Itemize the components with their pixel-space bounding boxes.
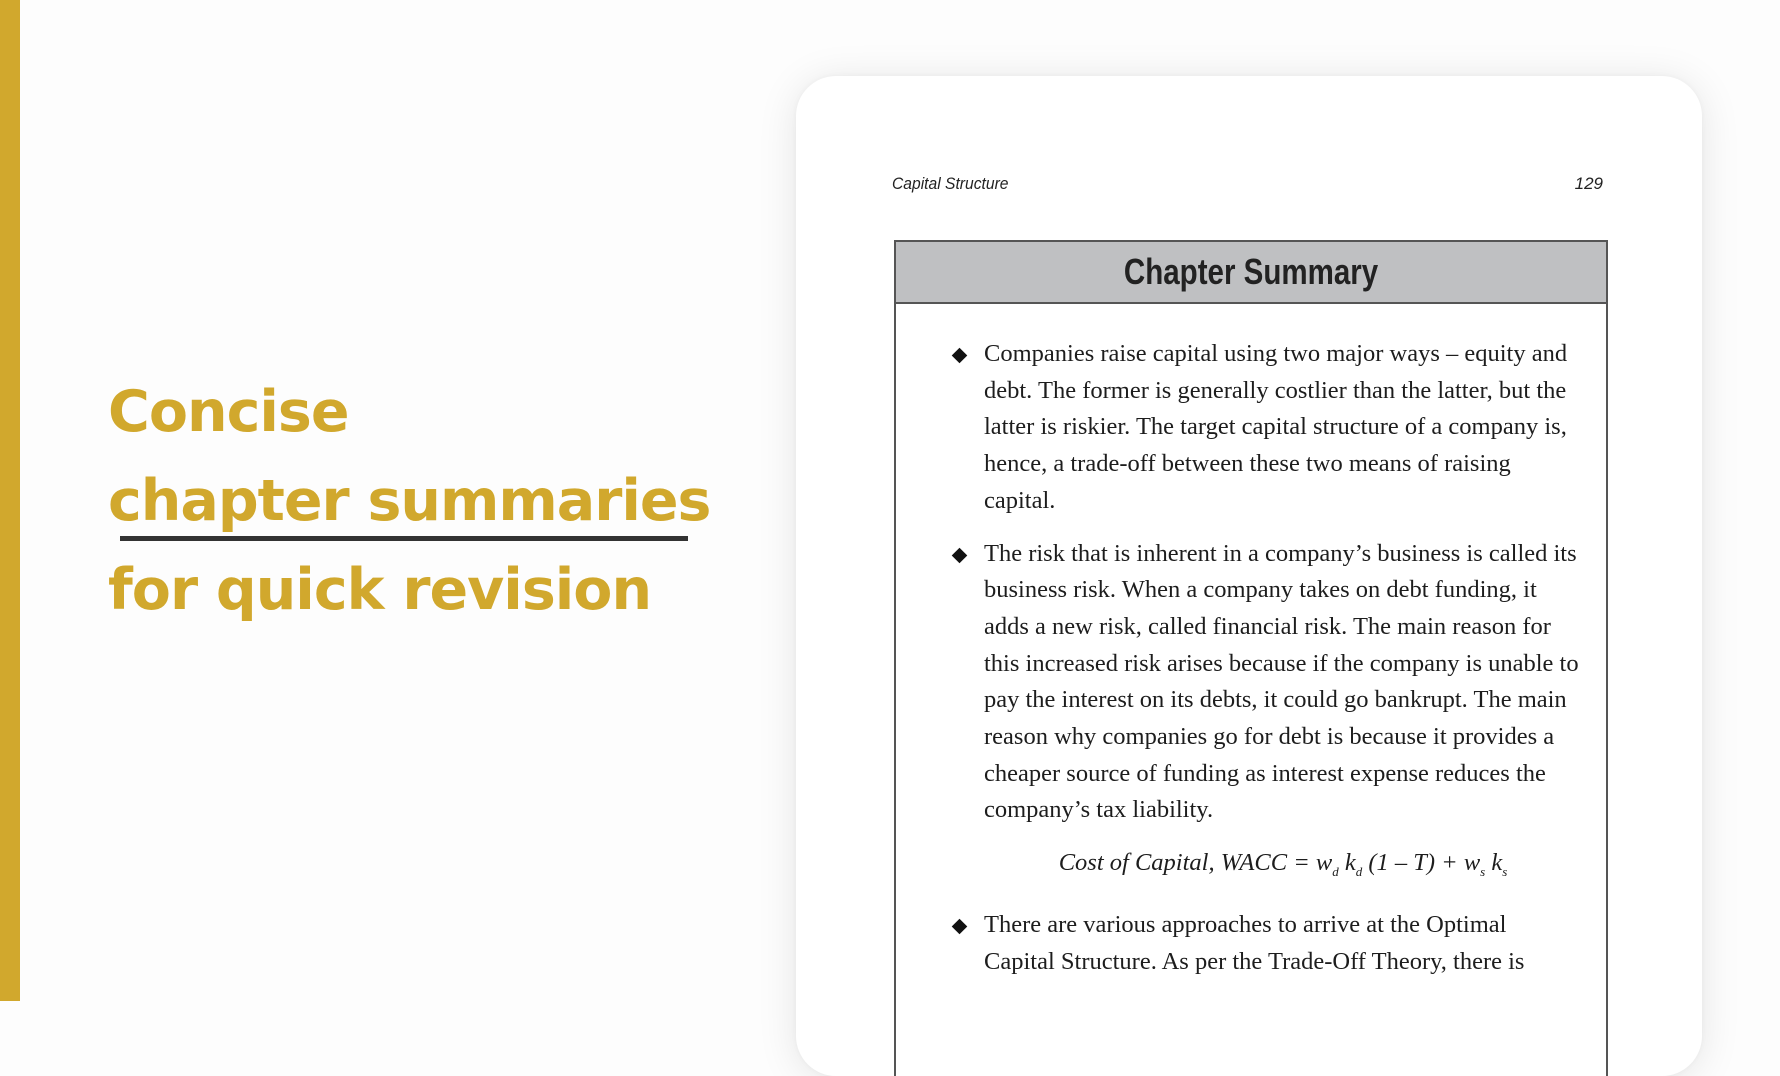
headline-underline — [120, 536, 688, 541]
running-title: Capital Structure — [892, 174, 1009, 193]
summary-bullet — [952, 336, 1582, 520]
headline-line-2: chapter summaries — [108, 468, 711, 534]
diamond-bullet-icon — [952, 348, 968, 364]
diamond-bullet-icon — [952, 919, 968, 935]
accent-bar — [0, 0, 20, 1001]
chapter-summary-title: Chapter Summary — [1123, 251, 1379, 292]
chapter-summary-box — [894, 240, 1608, 1076]
summary-bullet — [952, 907, 1582, 980]
headline-line-3: for quick revision — [108, 557, 652, 623]
diamond-bullet-icon — [952, 547, 968, 563]
bullet-text: Companies raise capital using two major ways – equity and debt. The former is generally costlier than the latter, but the latter is riskier. The target capital structure of a company is, hence, a trade-off between these two means of raising capital. — [984, 340, 1568, 514]
summary-bullets — [952, 336, 1582, 996]
chapter-summary-header — [896, 242, 1606, 304]
bullet-text: The risk that is inherent in a company’s business is called its business risk. When a company takes on debt funding, it adds a new risk, called financial risk. The main reason for this increased risk arises because if the company is unable to pay the interest on its debts, it could go bankrupt. The main reason why companies go for debt is because it provides a cheaper source of funding as interest expense reduces the company’s tax liability. — [984, 539, 1579, 824]
page-number: 129 — [1574, 174, 1603, 193]
tablet-device — [796, 76, 1702, 1076]
headline — [108, 368, 711, 635]
headline-line-1: Concise — [108, 379, 349, 445]
bullet-text: There are various approaches to arrive at the Optimal Capital Structure. As per the Trade-Off Theory, there is — [984, 910, 1525, 975]
summary-bullet — [952, 536, 1582, 830]
wacc-formula: Cost of Capital, WACC = $w_d$ $k_d$ $(1 - T) + w_s$ $k_s$ — [1058, 849, 1508, 880]
book-page — [796, 76, 1702, 1076]
